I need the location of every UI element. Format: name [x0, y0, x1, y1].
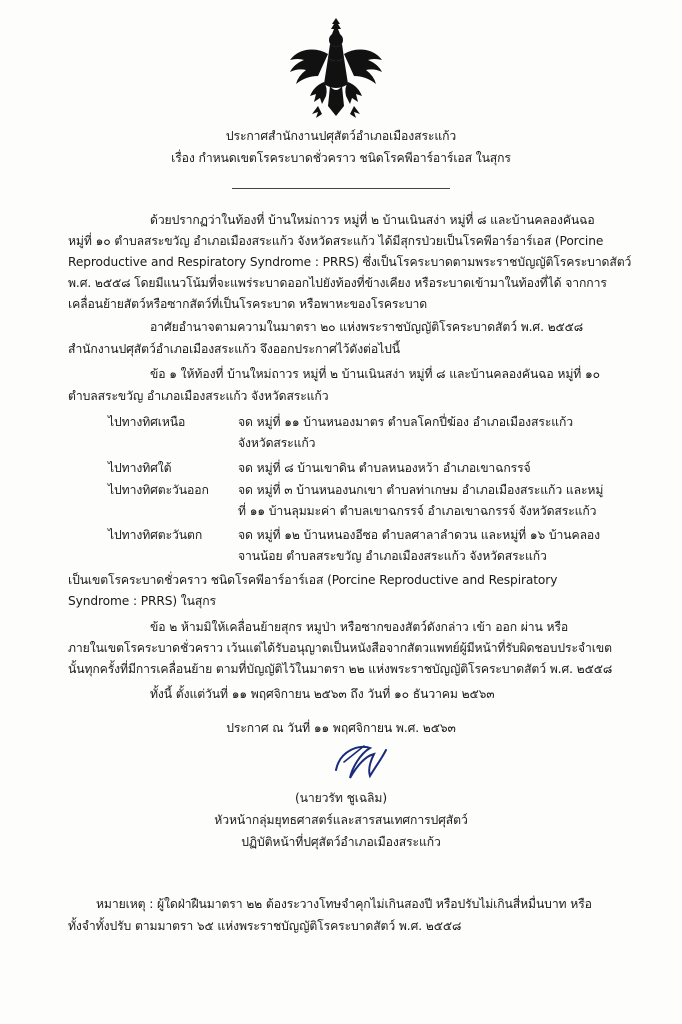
clause2-line-1: ข้อ ๒ ห้ามมิให้เคลื่อนย้ายสุกร หมูป่า หรือซากของสัตว์ดังกล่าว เข้า ออก ผ่าน หรือ — [150, 620, 569, 634]
signer-title-2: ปฏิบัติหน้าที่ปศุสัตว์อำเภอเมืองสระแก้ว — [241, 835, 441, 849]
intro-line-2: หมู่ที่ ๑๐ ตำบลสระขวัญ อำเภอเมืองสระแก้ว จังหวัดสระแก้ว ได้มีสุกรป่วยเป็นโรคพีอาร์อาร์เอส (Porcine — [68, 234, 604, 248]
announcement-date: ประกาศ ณ วันที่ ๑๑ พฤศจิกายน พ.ศ. ๒๕๖๓ — [226, 721, 456, 735]
clause1-line-2: ตำบลสระขวัญ อำเภอเมืองสระแก้ว จังหวัดสระแก้ว — [68, 389, 329, 403]
clause2-line-3: นั้นทุกครั้งที่มีการเคลื่อนย้าย ตามที่บัญญัติไว้ในมาตรา ๒๒ แห่งพระราชบัญญัติโรคระบาดสัตว์ พ.ศ. ๒๕๕๘ — [68, 662, 613, 676]
boundary-north-line-1: จด หมู่ที่ ๑๑ บ้านหนองมาตร ตำบลโคกปี่ฆ้อง อำเภอเมืองสระแก้ว — [238, 415, 574, 429]
boundary-east-line-2: ที่ ๑๑ บ้านลุมมะค่า ตำบลเขาฉกรรจ์ อำเภอเขาฉกรรจ์ จังหวัดสระแก้ว — [238, 504, 597, 518]
effective-period: ทั้งนี้ ตั้งแต่วันที่ ๑๑ พฤศจิกายน ๒๕๖๓ ถึง วันที่ ๑๐ ธันวาคม ๒๕๖๓ — [150, 687, 495, 701]
boundary-north-line-2: จังหวัดสระแก้ว — [238, 436, 316, 450]
boundary-north-label: ไปทางทิศเหนือ — [108, 415, 186, 429]
intro-line-1: ด้วยปรากฏว่าในท้องที่ บ้านใหม่ถาวร หมู่ที่ ๒ บ้านเนินสง่า หมู่ที่ ๘ และบ้านคลองคันฉอ — [150, 213, 595, 227]
boundary-west-line-1: จด หมู่ที่ ๑๒ บ้านหนองอีซอ ตำบลศาลาลำดวน และหมู่ที่ ๑๖ บ้านคลอง — [238, 528, 601, 542]
authority-line-1: อาศัยอำนาจตามความในมาตรา ๒๐ แห่งพระราชบัญญัติโรคระบาดสัตว์ พ.ศ. ๒๕๕๘ — [150, 320, 584, 334]
signer-name: (นายวรัท ชูเฉลิม) — [295, 791, 387, 805]
clause1-line-1: ข้อ ๑ ให้ท้องที่ บ้านใหม่ถาวร หมู่ที่ ๒ บ้านเนินสง่า หมู่ที่ ๘ และบ้านคลองคันฉอ หมู่ที่ ๑๐ — [150, 367, 600, 381]
boundary-west-line-2: จานน้อย ตำบลสระขวัญ อำเภอเมืองสระแก้ว จังหวัดสระแก้ว — [238, 549, 547, 563]
boundary-east-label: ไปทางทิศตะวันออก — [108, 483, 209, 497]
boundary-south-line-1: จด หมู่ที่ ๘ บ้านเขาดิน ตำบลหนองหว้า อำเภอเขาฉกรรจ์ — [238, 461, 531, 475]
garuda-emblem-icon — [278, 14, 394, 126]
intro-line-4: พ.ศ. ๒๕๕๘ โดยมีแนวโน้มที่จะแพร่ระบาดออกไปยังท้องที่ข้างเคียง หรือระบาดเข้ามาในท้องที่ได้ จากการ — [68, 276, 607, 290]
clause2-line-2: ภายในเขตโรคระบาดชั่วคราว เว้นแต่ได้รับอนุญาตเป็นหนังสือจากสัตวแพทย์ผู้มีหน้าที่รับผิดชอบประจำเขต — [68, 641, 612, 655]
authority-line-2: สำนักงานปศุสัตว์อำเภอเมืองสระแก้ว จึงออกประกาศไว้ดังต่อไปนี้ — [68, 342, 400, 356]
zone-line-1: เป็นเขตโรคระบาดชั่วคราว ชนิดโรคพีอาร์อาร์เอส (Porcine Reproductive and Respiratory — [68, 573, 558, 587]
boundary-south-label: ไปทางทิศใต้ — [108, 461, 172, 475]
announcement-subject: เรื่อง กำหนดเขตโรคระบาดชั่วคราว ชนิดโรคพีอาร์อาร์เอส ในสุกร — [171, 151, 511, 165]
boundary-east-line-1: จด หมู่ที่ ๓ บ้านหนองนกเขา ตำบลท่าเกษม อำเภอเมืองสระแก้ว และหมู่ — [238, 483, 604, 497]
intro-line-3: Reproductive and Respiratory Syndrome : PRRS) ซึ่งเป็นโรคระบาดตามพระราชบัญญัติโรคระบาดสัตว์ — [68, 255, 632, 269]
note-line-2: ทั้งจำทั้งปรับ ตามมาตรา ๖๕ แห่งพระราชบัญญัติโรคระบาดสัตว์ พ.ศ. ๒๕๕๘ — [68, 919, 462, 933]
announcement-title: ประกาศสำนักงานปศุสัตว์อำเภอเมืองสระแก้ว — [225, 129, 457, 143]
handwritten-signature — [330, 740, 390, 784]
zone-line-2: Syndrome : PRRS) ในสุกร — [68, 594, 216, 608]
signer-title-1: หัวหน้ากลุ่มยุทธศาสตร์และสารสนเทศการปศุสัตว์ — [214, 813, 468, 827]
note-line-1: หมายเหตุ : ผู้ใดฝ่าฝืนมาตรา ๒๒ ต้องระวางโทษจำคุกไม่เกินสองปี หรือปรับไม่เกินสี่หมื่นบาท หรือ — [96, 897, 592, 911]
divider-line — [232, 188, 450, 189]
intro-line-5: เคลื่อนย้ายสัตว์หรือซากสัตว์ที่เป็นโรคระบาด หรือพาหะของโรคระบาด — [68, 297, 428, 311]
boundary-west-label: ไปทางทิศตะวันตก — [108, 528, 203, 542]
